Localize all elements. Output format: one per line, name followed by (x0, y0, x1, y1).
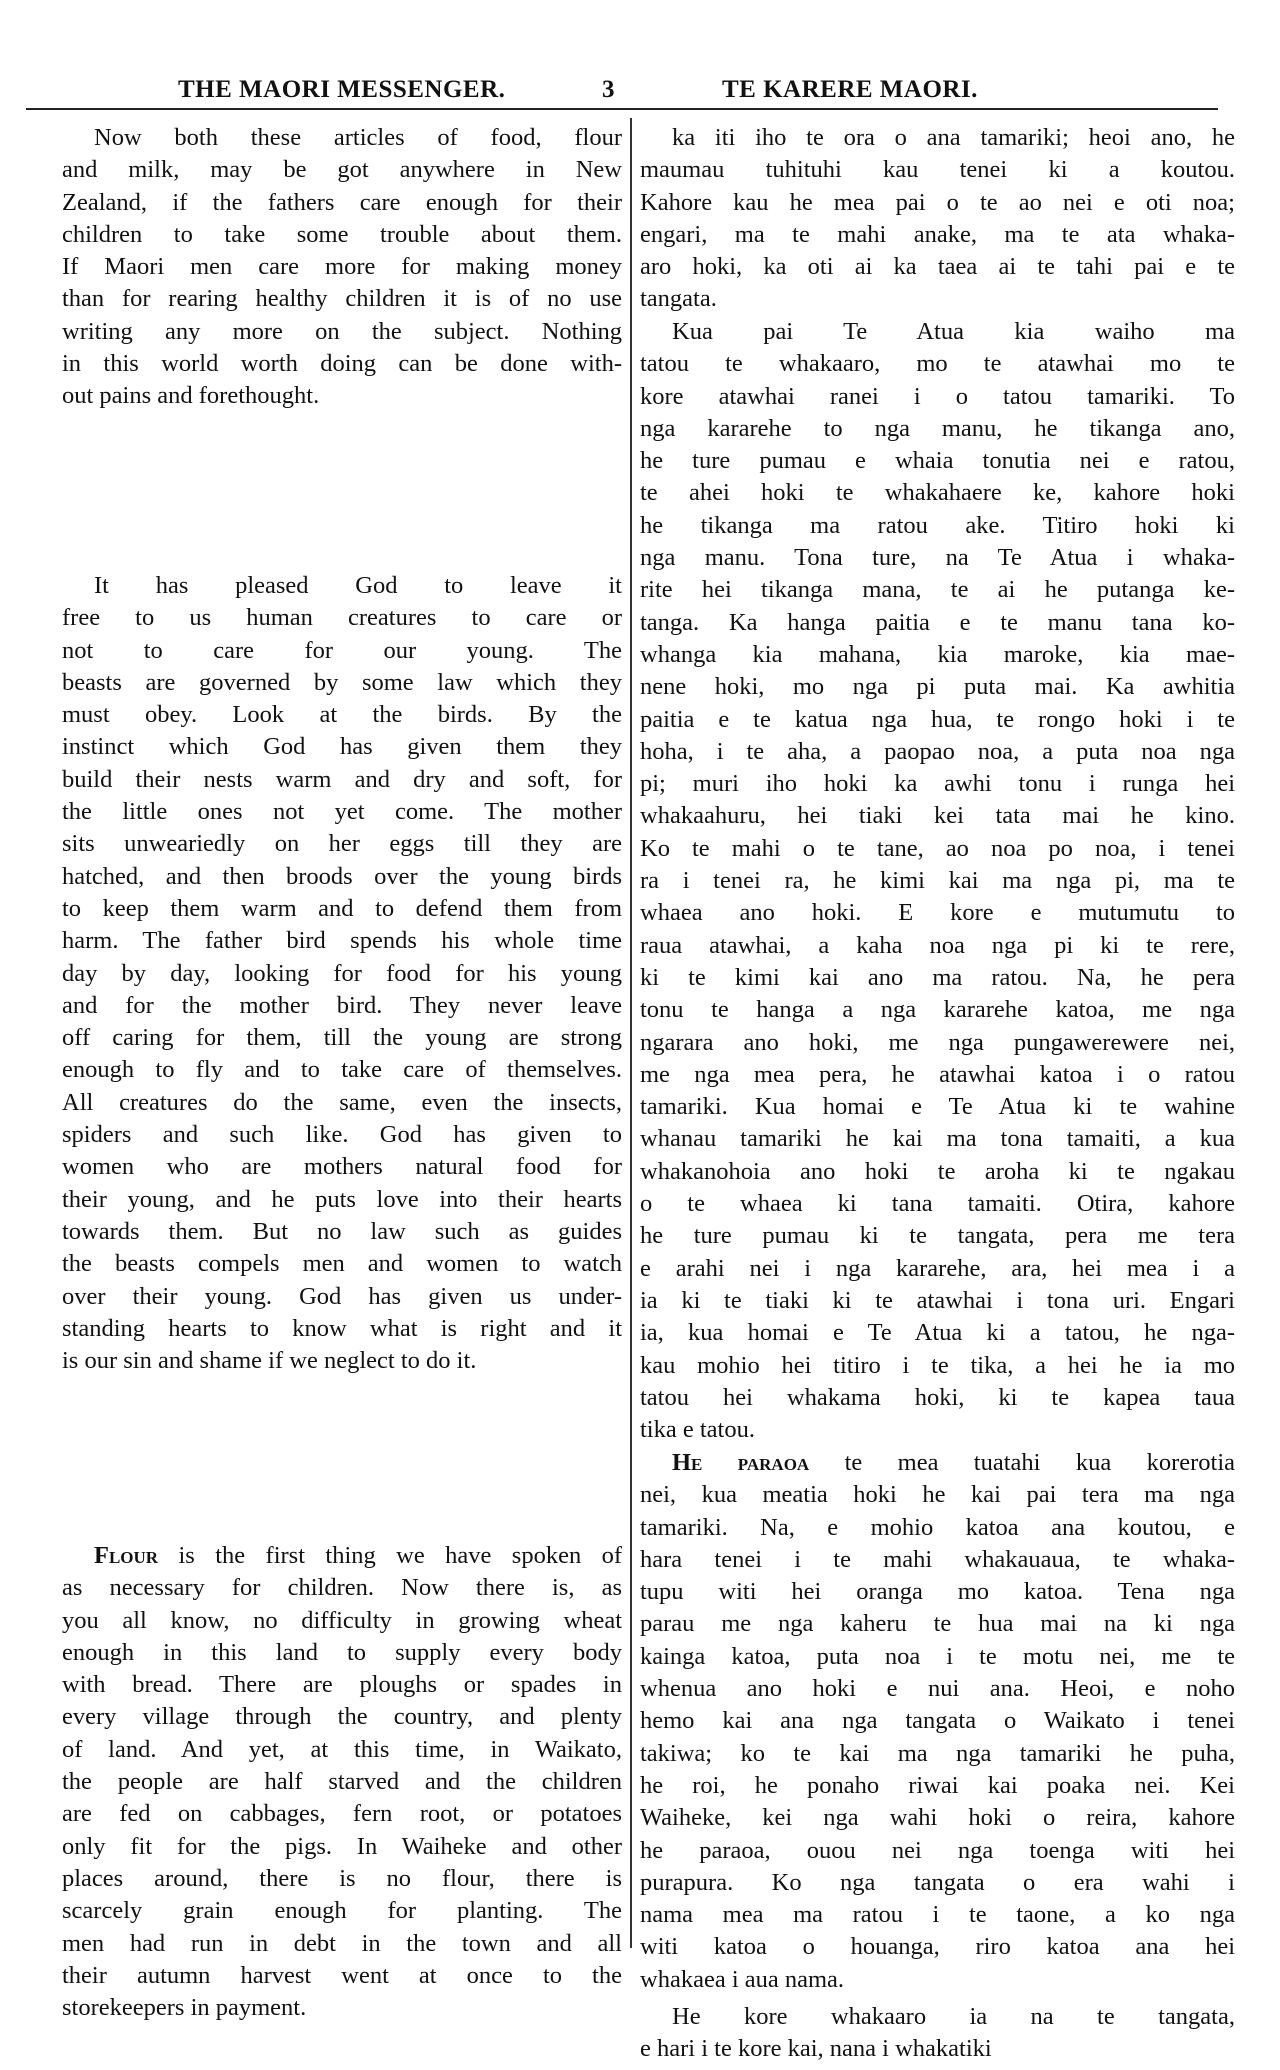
text-line: hara tenei i te mahi whakauaua, te whaka- (640, 1545, 1235, 1573)
text-line: whakaea i aua nama. (640, 1965, 845, 1993)
text-line: must obey. Look at the birds. By the (62, 701, 622, 729)
text-line: enough in this land to supply every body (62, 1638, 622, 1666)
text-line: nama mea ma ratou i te taone, a ko nga (640, 1901, 1235, 1929)
text-line: hemo kai ana nga tangata o Waikato i tenei (640, 1707, 1235, 1735)
text-line: ia ki te tiaki ki te atawhai i tona uri. Engari (640, 1286, 1235, 1314)
text-line: whaea ano hoki. E kore e mutumutu to (640, 899, 1235, 927)
text-line: build their nests warm and dry and soft, for (62, 765, 622, 793)
text-line: raua atawhai, a kaha noa nga pi ki te rere, (640, 931, 1235, 959)
text-line: whakanohoia ano hoki te aroha ki te ngakau (640, 1157, 1235, 1185)
text-line: is our sin and shame if we neglect to do it. (62, 1347, 477, 1375)
text-line: tupu witi hei oranga mo katoa. Tena nga (640, 1578, 1235, 1606)
text-line: the beasts compels men and women to watch (62, 1250, 622, 1278)
text-line: ia, kua homai e Te Atua ki a tatou, he nga- (640, 1319, 1235, 1347)
text-line: free to us human creatures to care or (62, 604, 622, 632)
text-line: tamariki. Na, e mohio katoa ana koutou, e (640, 1513, 1235, 1541)
paragraph-lines (62, 1572, 622, 2024)
text-line: hatched, and then broods over the young birds (62, 862, 622, 890)
text-line: to keep them warm and to defend them from (62, 894, 622, 922)
page-number: 3 (602, 76, 615, 103)
text-line: standing hearts to know what is right and it (62, 1314, 622, 1342)
text-line: tika e tatou. (640, 1416, 755, 1444)
text-line: engari, ma te mahi anake, ma te ata whaka- (640, 220, 1235, 248)
text-line: aro hoki, ka oti ai ka taea ai te tahi pai e te (640, 253, 1235, 281)
text-line: purapura. Ko nga tangata o era wahi i (640, 1868, 1235, 1896)
text-line: harm. The father bird spends his whole time (62, 927, 622, 955)
text-line: ki te kimi kai ano ma ratou. Na, he pera (640, 963, 1235, 991)
text-line: day by day, looking for food for his young (62, 959, 622, 987)
text-line: hoha, i te aha, a paopao noa, a puta noa nga (640, 737, 1235, 765)
text-line: writing any more on the subject. Nothing (62, 317, 622, 345)
text-line: tatou hei whakama hoki, ki te kapea taua (640, 1383, 1235, 1411)
text-line: witi katoa o houanga, riro katoa ana hei (640, 1933, 1235, 1961)
text-line: All creatures do the same, even the insects, (62, 1088, 622, 1116)
text-line: whakaahuru, hei tiaki kei tata mai he kino. (640, 802, 1235, 830)
text-line: places around, there is no flour, there is (62, 1864, 622, 1892)
text-line: Kahore kau he mea pai o te ao nei e oti noa; (640, 188, 1235, 216)
text-line: and milk, may be got anywhere in New (62, 156, 622, 184)
paragraph-kore-whakaaro (640, 2001, 1235, 2066)
text-line: o te whaea ki tana tamaiti. Otira, kahore (640, 1190, 1235, 1218)
text-line: scarcely grain enough for planting. The (62, 1897, 622, 1925)
text-line: kore atawhai ranei i o tatou tamariki. To (640, 382, 1235, 410)
text-line: children to take some trouble about them. (62, 220, 622, 248)
text-line: Ko te mahi o te tane, ao noa po noa, i tenei (640, 834, 1235, 862)
text-line: of land. And yet, at this time, in Waikato, (62, 1735, 622, 1763)
text-line: and for the mother bird. They never leave (62, 991, 622, 1019)
text-line: rite hei tikanga mana, te ai he putanga ke- (640, 576, 1235, 604)
text-line: spiders and such like. God has given to (62, 1121, 622, 1149)
text-line: he paraoa, ouou nei nga toenga witi hei (640, 1836, 1235, 1864)
text-line: ngarara ano hoki, me nga pungawerewere nei, (640, 1028, 1235, 1056)
text-line: nei, kua meatia hoki he kai pai tera ma nga (640, 1481, 1235, 1509)
text-line: tonu te hanga a nga kararehe katoa, me nga (640, 996, 1235, 1024)
text-line: whenua ano hoki e nui ana. Heoi, e noho (640, 1675, 1235, 1703)
text-line: Waiheke, kei nga wahi hoki o reira, kahore (640, 1804, 1235, 1832)
text-line: He kore whakaaro ia na te tangata, (672, 2003, 1235, 2030)
text-line: e arahi nei i nga kararehe, ara, hei mea i a (640, 1254, 1235, 1282)
first-line-text: te mea tuatahi kua korerotia (844, 1449, 1236, 1476)
text-line: te ahei hoki te whakahaere ke, kahore hoki (640, 479, 1235, 507)
text-line: in this world worth doing can be done with- (62, 350, 622, 378)
text-line: the little ones not yet come. The mother (62, 798, 622, 826)
text-line: their autumn harvest went at once to the (62, 1961, 622, 1989)
text-line: with bread. There are ploughs or spades in (62, 1671, 622, 1699)
paragraph-food (62, 122, 622, 413)
text-line: out pains and forethought. (62, 382, 320, 410)
lead-word: He paraoa (672, 1449, 810, 1476)
text-line: pi; muri iho hoki ka awhi tonu i runga hei (640, 770, 1235, 798)
text-line: Zealand, if the fathers care enough for their (62, 188, 622, 216)
text-line: me nga mea pera, he atawhai katoa i o ratou (640, 1060, 1235, 1088)
text-line: you all know, no difficulty in growing wheat (62, 1606, 622, 1634)
text-line: Now both these articles of food, flour (94, 124, 622, 151)
text-line: sits unweariedly on her eggs till they are (62, 830, 622, 858)
text-line: he ture pumau e whaia tonutia nei e ratou, (640, 447, 1235, 475)
text-line: not to care for our young. The (62, 636, 622, 664)
text-line: enough to fly and to take care of themselves. (62, 1056, 622, 1084)
text-line: are fed on cabbages, fern root, or potatoes (62, 1800, 622, 1828)
page-header (0, 76, 1280, 116)
text-line: kau mohio hei titiro i te tika, a hei he ia mo (640, 1351, 1235, 1379)
paragraph-flour (62, 1540, 622, 2024)
text-line: over their young. God has given us under- (62, 1282, 622, 1310)
paragraph-god-young (62, 570, 622, 1377)
text-line: parau me nga kaheru te hua mai na ki nga (640, 1610, 1235, 1638)
text-line: off caring for them, till the young are strong (62, 1024, 622, 1052)
text-line: women who are mothers natural food for (62, 1153, 622, 1181)
paragraph-atua (640, 316, 1235, 1446)
paragraph-first-line (62, 1540, 622, 1572)
text-line: instinct which God has given them they (62, 733, 622, 761)
text-line: maumau tuhituhi kau tenei ki a koutou. (640, 156, 1235, 184)
text-line: tamariki. Kua homai e Te Atua ki te wahine (640, 1093, 1235, 1121)
text-line: towards them. But no law such as guides (62, 1217, 622, 1245)
paragraph-paraoa (640, 1447, 1235, 1996)
text-line: whanau tamariki he kai ma tona tamaiti, a kua (640, 1125, 1235, 1153)
text-line: It has pleased God to leave it (94, 572, 622, 599)
text-line: e hari i te kore kai, nana i whakatiki (640, 2035, 992, 2063)
masthead-maori: TE KARERE MAORI. (722, 76, 978, 103)
text-line: he tikanga ma ratou ake. Titiro hoki ki (640, 511, 1235, 539)
text-line: he roi, he ponaho riwai kai poaka nei. Kei (640, 1771, 1235, 1799)
text-line: whanga kia mahana, kia maroke, kia mae- (640, 640, 1235, 668)
column-divider (630, 118, 632, 1948)
text-line: only fit for the pigs. In Waiheke and other (62, 1832, 622, 1860)
header-rule (26, 108, 1218, 110)
text-line: tatou te whakaaro, mo te atawhai mo te (640, 350, 1235, 378)
text-line: the people are half starved and the children (62, 1768, 622, 1796)
text-line: storekeepers in payment. (62, 1994, 307, 2022)
text-line: tanga. Ka hanga paitia e te manu tana ko- (640, 608, 1235, 636)
text-line: ra i tenei ra, he kimi kai ma nga pi, ma te (640, 867, 1235, 895)
paragraph-first-line (640, 1447, 1235, 1479)
text-line: their young, and he puts love into their hearts (62, 1185, 622, 1213)
text-line: nga kararehe to nga manu, he tikanga ano, (640, 414, 1235, 442)
text-line: beasts are governed by some law which they (62, 668, 622, 696)
text-line: he ture pumau ki te tangata, pera me tera (640, 1222, 1235, 1250)
text-line: every village through the country, and plenty (62, 1703, 622, 1731)
paragraph-lines (640, 1479, 1235, 1996)
first-line-text: is the first thing we have spoken of (178, 1542, 622, 1569)
text-line: men had run in debt in the town and all (62, 1929, 622, 1957)
text-line: tangata. (640, 285, 717, 313)
text-line: nene hoki, mo nga pi puta mai. Ka awhitia (640, 673, 1235, 701)
text-line: than for rearing healthy children it is of no use (62, 285, 622, 313)
text-line: ka iti iho te ora o ana tamariki; heoi ano, he (672, 124, 1235, 151)
text-line: nga manu. Tona ture, na Te Atua i whaka- (640, 544, 1235, 572)
text-line: kainga katoa, puta noa i te motu nei, me te (640, 1642, 1235, 1670)
lead-word: Flour (94, 1542, 159, 1569)
text-line: takiwa; ko te kai ma nga tamariki he puha, (640, 1739, 1235, 1767)
masthead-english: THE MAORI MESSENGER. (178, 76, 506, 103)
paragraph-kai (640, 122, 1235, 316)
text-line: paitia e te katua nga hua, te rongo hoki i te (640, 705, 1235, 733)
text-line: If Maori men care more for making money (62, 253, 622, 281)
text-line: Kua pai Te Atua kia waiho ma (672, 318, 1235, 345)
text-line: as necessary for children. Now there is, as (62, 1574, 622, 1602)
